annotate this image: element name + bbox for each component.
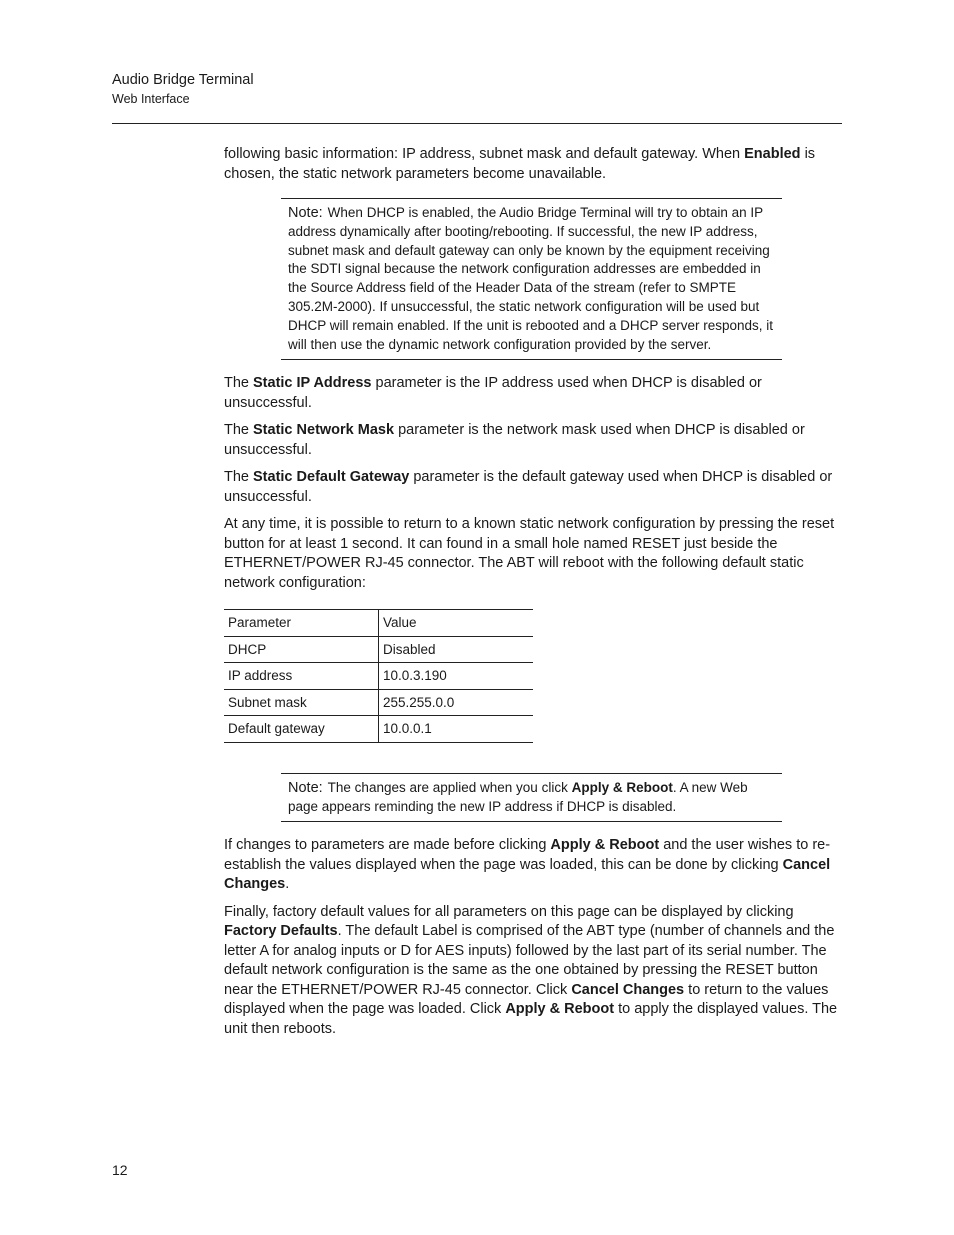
paragraph-static-ip: The Static IP Address parameter is the IP address used when DHCP is disabled or unsuccessful. — [224, 375, 762, 411]
section-title: Web Interface — [112, 92, 190, 106]
note-label: Note: — [288, 779, 323, 796]
note-apply-reboot: Note: The changes are applied when you click Apply & Reboot. A new Web page appears reminding the new IP address if DHCP is disabled. — [281, 773, 782, 823]
term-static-network-mask: Static Network Mask — [253, 422, 395, 439]
paragraph-static-gateway: The Static Default Gateway parameter is the default gateway used when DHCP is disabled or unsuccessful. — [224, 469, 833, 505]
table-cell: 10.0.0.1 — [379, 716, 534, 743]
paragraph-static-mask: The Static Network Mask parameter is the network mask used when DHCP is disabled or unsuccessful. — [224, 422, 805, 458]
note-label: Note: — [288, 205, 323, 221]
term-factory-defaults: Factory Defaults — [224, 923, 338, 940]
table-row — [224, 716, 533, 743]
option-enabled: Enabled — [744, 146, 801, 162]
note-text: When DHCP is enabled, the Audio Bridge Terminal will try to obtain an IP address dynamically after booting/rebooting. If successful, the new IP address, subnet mask and default gateway can only be known by the equipment receiving the SDTI signal because the network configuration addresses are embedded in the Source Address field of the Header Data of the stream (refer to SMPTE 305.2M-2000). If unsuccessful, the static network configuration will be used but DHCP will remain enabled. If the unit is rebooted and a DHCP server responds, it will then use the dynamic network configuration provided by the server. — [288, 205, 773, 352]
term-apply-reboot: Apply & Reboot — [571, 779, 673, 795]
paragraph-factory-defaults: Finally, factory default values for all parameters on this page can be displayed by clicking Factory Defaults. The default Label is comprised of the ABT type (number of channels and the letter A for analog inputs or D for AES inputs) followed by the last part of its serial number. The default network configuration is the same as the one obtained by pressing the RESET button near the ETHERNET/POWER RJ-45 connector. Click Cancel Changes to return to the values displayed when the page was loaded. Click Apply & Reboot to apply the displayed values. The unit then reboots. — [224, 903, 838, 1037]
table-cell: Disabled — [379, 636, 534, 663]
term-static-default-gateway: Static Default Gateway — [253, 469, 410, 486]
table-header-cell: Parameter — [224, 610, 379, 637]
paragraph-intro: following basic information: IP address, subnet mask and default gateway. When Enabled is chosen, the static network parameters become unavailable. — [224, 146, 816, 182]
table-cell: Subnet mask — [224, 689, 379, 716]
term-cancel-changes: Cancel Changes — [571, 981, 685, 998]
term-static-ip-address: Static IP Address — [253, 375, 372, 392]
document-title: Audio Bridge Terminal — [112, 72, 254, 88]
note-dhcp — [281, 198, 782, 360]
table-cell: 255.255.0.0 — [379, 689, 534, 716]
running-header — [112, 70, 254, 108]
table-header-cell: Value — [379, 610, 534, 637]
table-row — [224, 663, 533, 690]
table-cell: 10.0.3.190 — [379, 663, 534, 690]
table-row — [224, 636, 533, 663]
term-apply-reboot: Apply & Reboot — [505, 1001, 615, 1018]
term-cancel-changes: Cancel Changes — [224, 856, 831, 893]
default-config-table — [224, 609, 533, 743]
table-cell: IP address — [224, 663, 379, 690]
term-apply-reboot: Apply & Reboot — [550, 837, 660, 854]
paragraph-reset: At any time, it is possible to return to a known static network configuration by pressing the reset button for at least 1 second. It can found in a small hole named RESET just beside the ETHERNET/POWER RJ-45 connector. The ABT will reboot with the following default static network configuration: — [224, 516, 835, 591]
table-row — [224, 689, 533, 716]
table-header-row — [224, 610, 533, 637]
table-cell: DHCP — [224, 636, 379, 663]
paragraph-cancel-changes: If changes to parameters are made before clicking Apply & Reboot and the user wishes to re-establish the values displayed when the page was loaded, this can be done by clicking Cancel Changes. — [224, 837, 831, 893]
page-number: 12 — [112, 1162, 128, 1178]
table-cell: Default gateway — [224, 716, 379, 743]
body-content — [224, 145, 840, 1047]
header-divider — [112, 123, 842, 124]
